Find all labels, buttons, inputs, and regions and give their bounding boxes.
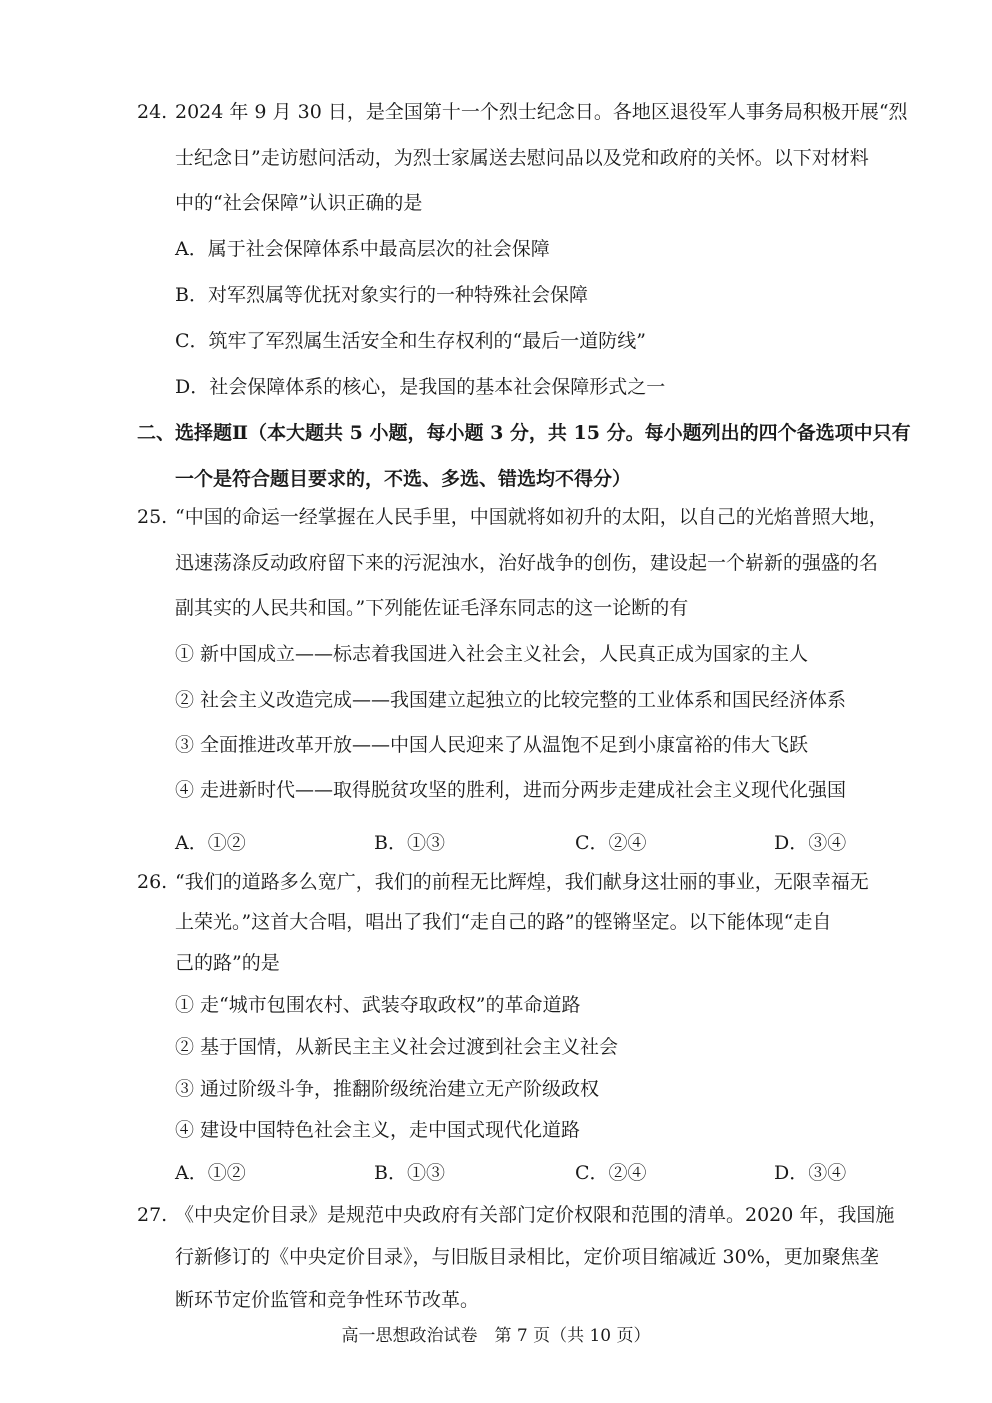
q26-item-3: ③ 通过阶级斗争，推翻阶级统治建立无产阶级政权 xyxy=(175,1078,600,1100)
q25-stem-line-2: 迅速荡涤反动政府留下来的污泥浊水，治好战争的创伤，建设起一个崭新的强盛的名 xyxy=(175,552,879,574)
q26-choice-c: C．②④ xyxy=(575,1162,647,1184)
q24-option-d: D．社会保障体系的核心，是我国的基本社会保障形式之一 xyxy=(175,376,666,398)
q26-number: 26. xyxy=(137,871,168,893)
section-2-heading-cont: 一个是符合题目要求的，不选、多选、错选均不得分） xyxy=(175,468,632,490)
section-2-heading: 二、选择题Ⅱ（本大题共 5 小题，每小题 3 分，共 15 分。每小题列出的四个备选项中只有 xyxy=(137,422,911,444)
q25-stem-line-3: 副其实的人民共和国。”下列能佐证毛泽东同志的这一论断的有 xyxy=(175,597,689,619)
q24-number: 24. xyxy=(137,101,168,123)
q24-stem-line-3: 中的“社会保障”认识正确的是 xyxy=(175,192,423,214)
q25-choice-c: C．②④ xyxy=(575,832,647,854)
q26-choice-d: D．③④ xyxy=(774,1162,847,1184)
q26-item-1: ① 走“城市包围农村、武装夺取政权”的革命道路 xyxy=(175,994,581,1016)
q24-option-c: C．筑牢了军烈属生活安全和生存权利的“最后一道防线” xyxy=(175,330,646,352)
q26-item-4: ④ 建设中国特色社会主义，走中国式现代化道路 xyxy=(175,1119,581,1141)
q25-number: 25. xyxy=(137,506,168,528)
q26-choice-a: A．①② xyxy=(175,1162,246,1184)
q24-option-b: B．对军烈属等优抚对象实行的一种特殊社会保障 xyxy=(175,284,588,306)
q27-stem-line-1: 《中央定价目录》是规范中央政府有关部门定价权限和范围的清单。2020 年，我国施 xyxy=(175,1204,895,1226)
q26-stem-line-1: “我们的道路多么宽广，我们的前程无比辉煌，我们献身这壮丽的事业，无限幸福无 xyxy=(175,871,869,893)
q25-item-4: ④ 走进新时代——取得脱贫攻坚的胜利，进而分两步走建成社会主义现代化强国 xyxy=(175,779,847,801)
q26-item-2: ② 基于国情，从新民主主义社会过渡到社会主义社会 xyxy=(175,1036,619,1058)
q25-choice-b: B．①③ xyxy=(374,832,445,854)
q26-choice-b: B．①③ xyxy=(374,1162,445,1184)
q26-stem-line-3: 己的路”的是 xyxy=(175,952,280,974)
q25-item-3: ③ 全面推进改革开放——中国人民迎来了从温饱不足到小康富裕的伟大飞跃 xyxy=(175,734,809,756)
q27-number: 27. xyxy=(137,1204,168,1226)
q25-choice-a: A．①② xyxy=(175,832,246,854)
q25-stem-line-1: “中国的命运一经掌握在人民手里，中国就将如初升的太阳，以自己的光焰普照大地， xyxy=(175,506,888,528)
q25-choice-d: D．③④ xyxy=(774,832,847,854)
q25-item-2: ② 社会主义改造完成——我国建立起独立的比较完整的工业体系和国民经济体系 xyxy=(175,689,847,711)
q25-item-1: ① 新中国成立——标志着我国进入社会主义社会，人民真正成为国家的主人 xyxy=(175,643,809,665)
q24-stem-line-2: 士纪念日”走访慰问活动，为烈士家属送去慰问品以及党和政府的关怀。以下对材料 xyxy=(175,147,869,169)
q24-option-a: A．属于社会保障体系中最高层次的社会保障 xyxy=(175,238,550,260)
q26-stem-line-2: 上荣光。”这首大合唱，唱出了我们“走自己的路”的铿锵坚定。以下能体现“走自 xyxy=(175,911,832,933)
q27-stem-line-3: 断环节定价监管和竞争性环节改革。 xyxy=(175,1289,480,1311)
page-footer: 高一思想政治试卷 第 7 页（共 10 页） xyxy=(341,1326,651,1346)
q24-stem-line-1: 2024 年 9 月 30 日，是全国第十一个烈士纪念日。各地区退役军人事务局积极开展“烈 xyxy=(175,101,908,123)
q27-stem-line-2: 行新修订的《中央定价目录》，与旧版目录相比，定价项目缩减近 30%，更加聚焦垄 xyxy=(175,1246,879,1268)
